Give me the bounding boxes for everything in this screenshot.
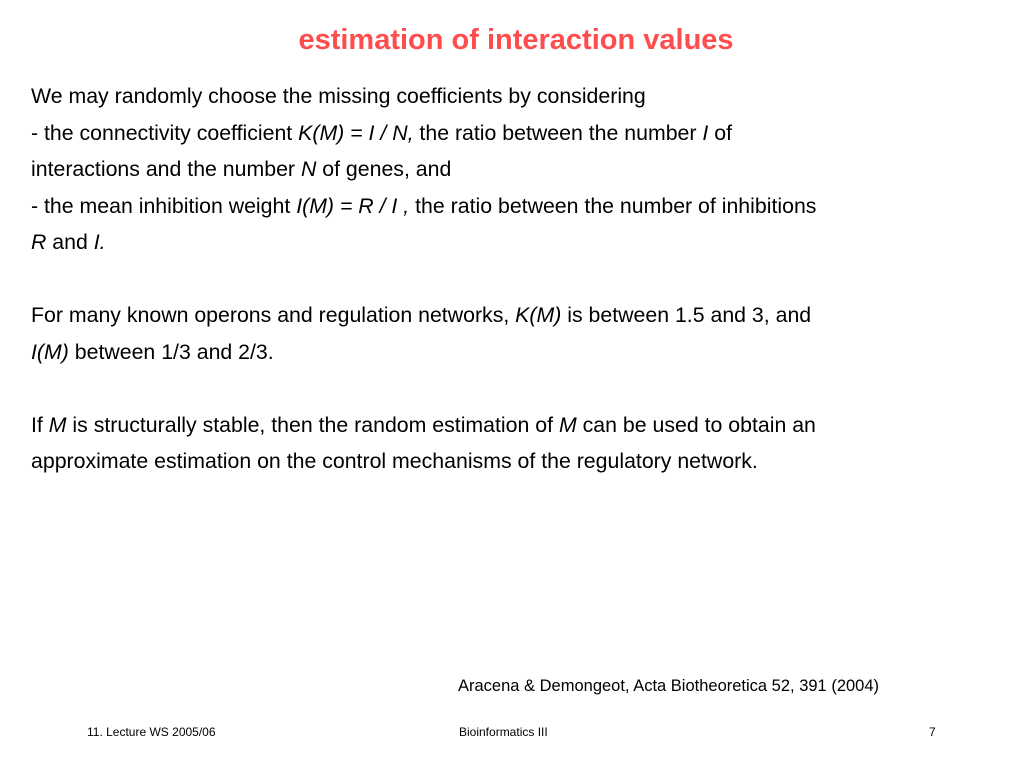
variable-r: R	[31, 230, 47, 254]
body-line	[31, 188, 1001, 225]
body-text-segment: - the connectivity coefficient	[31, 120, 299, 145]
body-text-segment: and	[46, 230, 94, 254]
body-text-segment: approximate estimation on the control mechanisms of the regulatory network.	[31, 449, 758, 473]
body-text-segment: of genes, and	[316, 157, 452, 181]
slide-title: estimation of interaction values	[298, 24, 734, 56]
body-line	[31, 115, 1001, 152]
body-line	[31, 407, 1001, 444]
body-text-segment: interactions and the number	[31, 157, 301, 181]
footer-course: Bioinformatics III	[459, 725, 548, 739]
variable-k-m: K(M)	[515, 303, 562, 327]
slide-body	[31, 78, 1001, 480]
body-text-segment: If	[31, 412, 49, 437]
body-text-segment: the ratio between the number	[413, 120, 703, 145]
body-line	[31, 224, 1001, 261]
variable-m: M	[558, 412, 577, 437]
body-line	[31, 151, 1001, 188]
body-text-segment: the ratio between the number of inhibitions	[409, 193, 817, 218]
body-text-segment: For many known operons and regulation networks,	[31, 303, 516, 327]
formula-connectivity: K(M) = I / N,	[298, 120, 414, 145]
footer-page-number: 7	[929, 725, 936, 739]
body-text-segment: We may randomly choose the missing coefficients by considering	[31, 84, 646, 108]
body-text-segment: is between 1.5 and 3, and	[561, 303, 812, 327]
body-text-segment: is structurally stable, then the random estimation of	[66, 412, 559, 437]
formula-inhibition: I(M) = R / I ,	[296, 193, 410, 218]
citation: Aracena & Demongeot, Acta Biotheoretica 52, 391 (2004)	[458, 677, 880, 695]
variable-m: M	[48, 412, 67, 437]
body-line	[31, 78, 1001, 115]
body-line	[31, 334, 1001, 371]
variable-i: I.	[93, 230, 106, 254]
variable-i: I	[702, 120, 709, 145]
paragraph-spacer	[31, 370, 1001, 407]
variable-i-m: I(M)	[31, 339, 69, 364]
body-text-segment: - the mean inhibition weight	[31, 193, 297, 218]
body-text-segment: between 1/3 and 2/3.	[68, 339, 274, 364]
footer-lecture: 11. Lecture WS 2005/06	[87, 725, 216, 739]
body-line	[31, 297, 1001, 334]
variable-n: N	[300, 157, 317, 181]
paragraph-spacer	[31, 261, 1001, 298]
body-text-segment: can be used to obtain an	[576, 412, 816, 437]
body-text-segment: of	[708, 120, 732, 145]
body-line	[31, 443, 1001, 480]
